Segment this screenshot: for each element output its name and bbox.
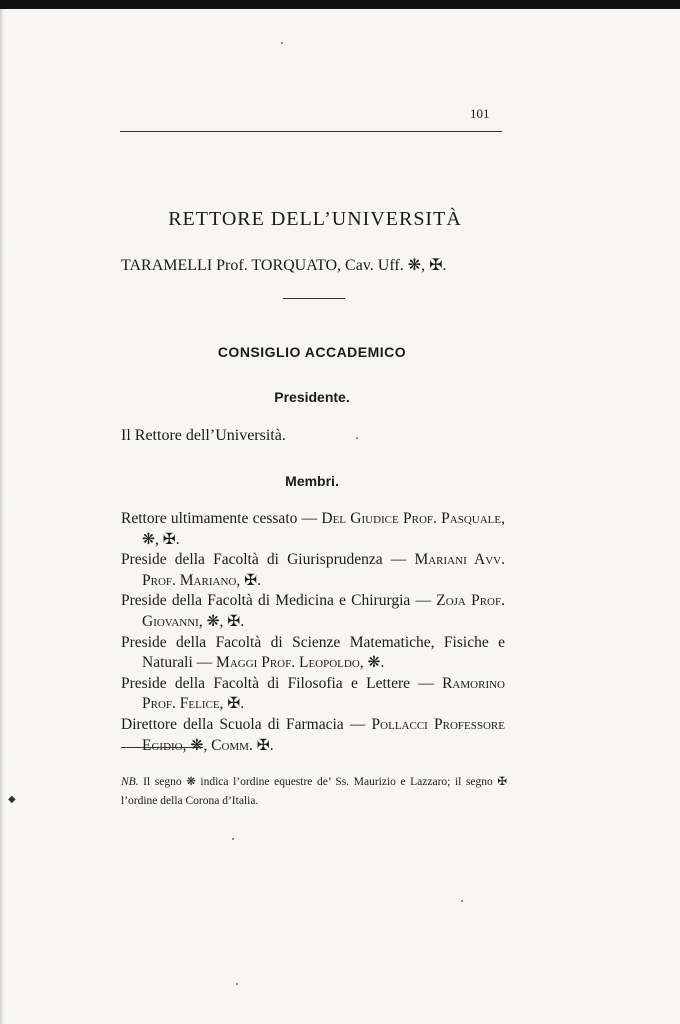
speck: [356, 437, 358, 439]
presidente-heading: Presidente.: [274, 389, 350, 405]
member-name: Pollacci: [371, 715, 428, 733]
speck: [236, 983, 238, 985]
member-name: Del Giudice: [321, 510, 399, 527]
member-details: Professore Egidio, ❋, Comm. ✠.: [142, 715, 505, 754]
member-details: Prof. Pasquale, ❋, ✠.: [142, 510, 505, 548]
speck: [232, 838, 234, 840]
member-name: Mariani Avv.: [414, 551, 505, 569]
scan-top-border: [0, 0, 680, 9]
page-number: 101: [470, 106, 490, 121]
member-details: Prof. Felice, ✠.: [142, 695, 245, 713]
membri-heading: Membri.: [285, 473, 339, 489]
member-role: Preside della Facoltà di Medicina e Chirurgia —: [121, 592, 437, 610]
member-entry: [121, 591, 505, 632]
member-details: Prof. Giovanni, ❋, ✠.: [142, 592, 505, 630]
member-details: Prof. Mariano, ✠.: [142, 571, 261, 589]
member-entry: [121, 550, 505, 591]
footnote-text: Il segno ❋ indica l’ordine equestre de’ Ss. Maurizio e Lazzaro; il segno ✠ l’ordine della Corona d’Italia.: [121, 776, 507, 807]
footnote-marker: NB.: [121, 776, 139, 788]
member-name: Ramorino: [442, 674, 505, 692]
member-name: Zoja: [436, 592, 466, 610]
member-entry: [121, 674, 505, 715]
member-entry: [121, 715, 505, 756]
rector-entry: TARAMELLI Prof. TORQUATO, Cav. Uff. ❋, ✠.: [121, 257, 447, 274]
scan-left-edge: [0, 9, 4, 1024]
section-divider: [283, 298, 345, 299]
footnote: [121, 773, 507, 811]
consiglio-heading: CONSIGLIO ACCADEMICO: [217, 344, 407, 360]
member-role: Preside della Facoltà di Scienze Matematiche, Fisiche e Naturali —: [121, 633, 505, 672]
page-title: RETTORE DELL’UNIVERSITÀ: [168, 208, 462, 230]
member-role: Preside della Facoltà di Filosofia e Lettere —: [121, 674, 443, 692]
presidente-text: Il Rettore dell’Università.: [121, 427, 286, 444]
binding-mark-icon: ◆: [8, 794, 16, 805]
footnote-rule: [121, 747, 203, 748]
member-role: Direttore della Scuola di Farmacia —: [121, 715, 372, 733]
member-role: Preside della Facoltà di Giurisprudenza —: [121, 551, 415, 569]
member-details: Prof. Leopoldo, ❋.: [257, 654, 385, 672]
members-list: [121, 509, 505, 756]
speck: [461, 900, 463, 902]
member-entry: [121, 509, 505, 550]
member-name: Maggi: [216, 654, 258, 672]
member-entry: [121, 633, 505, 674]
member-role: Rettore ultimamente cessato —: [121, 510, 322, 527]
speck: [281, 42, 283, 44]
header-rule: [120, 131, 502, 132]
